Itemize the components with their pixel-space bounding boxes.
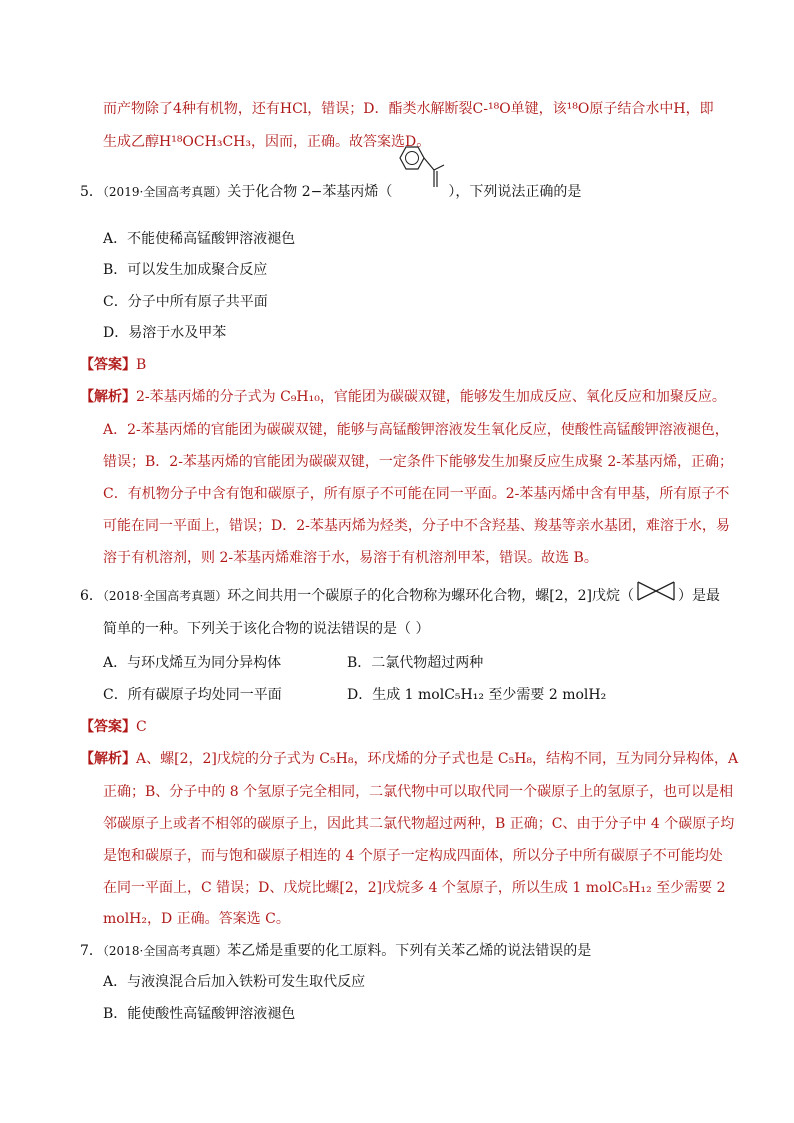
q5-answer (80, 355, 146, 375)
q5-analysis-line-6: 溶于有机溶剂，则 2-苯基丙烯难溶于水，易溶于有机溶剂甲苯，错误。故选 B。 (103, 550, 598, 566)
q5-analysis-text-1: 2-苯基丙烯的分子式为 C₉H₁₀，官能团为碳碳双键，能够发生加成反应、氧化反应和加聚反应。 (136, 389, 726, 405)
q6-stem-line-1 (80, 584, 720, 608)
prev-analysis-line-2: 生成乙醇H¹⁸OCH₃CH₃，因而，正确。故答案选D。 (103, 134, 431, 150)
q6-stem-text-b: ）是最 (678, 588, 721, 604)
q6-analysis-line-4: 是饱和碳原子，而与饱和碳原子相连的 4 个原子一定构成四面体，所以分子中所有碳原子不可能均处 (103, 848, 723, 864)
q6-answer-tag: 【答案】 (80, 719, 136, 735)
q7-option-a: A．与液溴混合后加入铁粉可发生取代反应 (103, 974, 366, 990)
q6-analysis-line-3: 邻碳原子上或者不相邻的碳原子上，因此其二氯代物超过两种，B 正确；C、由于分子中 4 个碳原子均 (103, 816, 735, 832)
q7-source: （2018·全国高考真题） (102, 944, 228, 958)
q5-option-b: B．可以发生加成聚合反应 (103, 262, 268, 278)
q6-stem-line-2: 简单的一种。下列关于该化合物的说法错误的是（ ） (103, 621, 430, 637)
q5-source: （2019·全国高考真题） (102, 185, 228, 199)
q5-analysis-tag: 【解析】 (80, 389, 136, 405)
q6-answer-value: C (136, 719, 147, 735)
q6-analysis-line-2: 正确；B、分子中的 8 个氢原子完全相同，二氯代物中可以取代同一个碳原子上的氢原子，也可以是相 (103, 784, 734, 800)
q6-option-c: C．所有碳原子均处同一平面 (103, 687, 282, 703)
q5-analysis-line-2: A．2-苯基丙烯的官能团为碳碳双键，能够与高锰酸钾溶液发生氧化反应，使酸性高锰酸钾溶液褪色， (103, 422, 729, 438)
q6-number: 6． (80, 588, 103, 604)
q5-answer-value: B (136, 357, 147, 373)
q6-analysis-line-5: 在同一平面上，C 错误；D、戊烷比螺[2，2]戊烷多 4 个氢原子，所以生成 1 molC₅H₁₂ 至少需要 2 (103, 880, 726, 896)
q6-stem-text-a: 环之间共用一个碳原子的化合物称为螺环化合物，螺[2，2]戊烷（ (227, 588, 635, 604)
q6-analysis-line-6: molH₂，D 正确。答案选 C。 (103, 911, 290, 927)
q6-answer (80, 717, 147, 737)
q5-stem-text-b: ），下列说法正确的是 (448, 184, 582, 200)
q5-option-a: A．不能使稀高锰酸钾溶液褪色 (103, 231, 296, 247)
q7-number: 7． (80, 943, 103, 959)
q5-option-d: D．易溶于水及甲苯 (103, 325, 227, 341)
q5-option-c: C．分子中所有原子共平面 (103, 294, 268, 310)
q6-option-b: B．二氯代物超过两种 (347, 655, 484, 671)
q6-option-d: D．生成 1 molC₅H₁₂ 至少需要 2 molH₂ (347, 687, 607, 703)
q5-analysis-line-4: C．有机物分子中含有饱和碳原子，所有原子不可能在同一平面。2-苯基丙烯中含有甲基，所有原子不 (103, 486, 730, 502)
q7-stem-text: 苯乙烯是重要的化工原料。下列有关苯乙烯的说法错误的是 (227, 943, 592, 959)
q6-analysis-tag: 【解析】 (80, 751, 136, 767)
q5-answer-tag: 【答案】 (80, 357, 136, 373)
phenylpropene-structure-image (392, 179, 448, 205)
q6-analysis-text-1: A、螺[2，2]戊烷的分子式为 C₅H₈，环戊烯的分子式也是 C₅H₈，结构不同，互为同分异构体，A (136, 751, 739, 767)
spiropentane-structure-image (634, 584, 678, 608)
q6-source: （2018·全国高考真题） (102, 589, 228, 603)
q5-analysis-line-1 (80, 387, 726, 407)
q5-analysis-line-5: 可能在同一平面上，错误；D．2-苯基丙烯为烃类，分子中不含羟基、羧基等亲水基团，难溶于水，易 (103, 518, 730, 534)
q7-stem (80, 941, 591, 961)
q5-stem-text-a: 关于化合物 2−苯基丙烯（ (227, 184, 393, 200)
q5-number: 5． (80, 184, 103, 200)
q7-option-b: B．能使酸性高锰酸钾溶液褪色 (103, 1006, 296, 1022)
q5-stem (80, 179, 581, 205)
q6-analysis-line-1 (80, 749, 738, 769)
q6-option-a: A．与环戊烯互为同分异构体 (103, 655, 282, 671)
prev-analysis-line-1: 而产物除了4种有机物，还有HCl，错误；D．酯类水解断裂C-¹⁸O单键，该¹⁸O原子结合水中H，即 (103, 101, 714, 117)
q5-analysis-line-3: 错误；B．2-苯基丙烯的官能团为碳碳双键，一定条件下能够发生加聚反应生成聚 2-苯基丙烯，正确； (103, 454, 734, 470)
